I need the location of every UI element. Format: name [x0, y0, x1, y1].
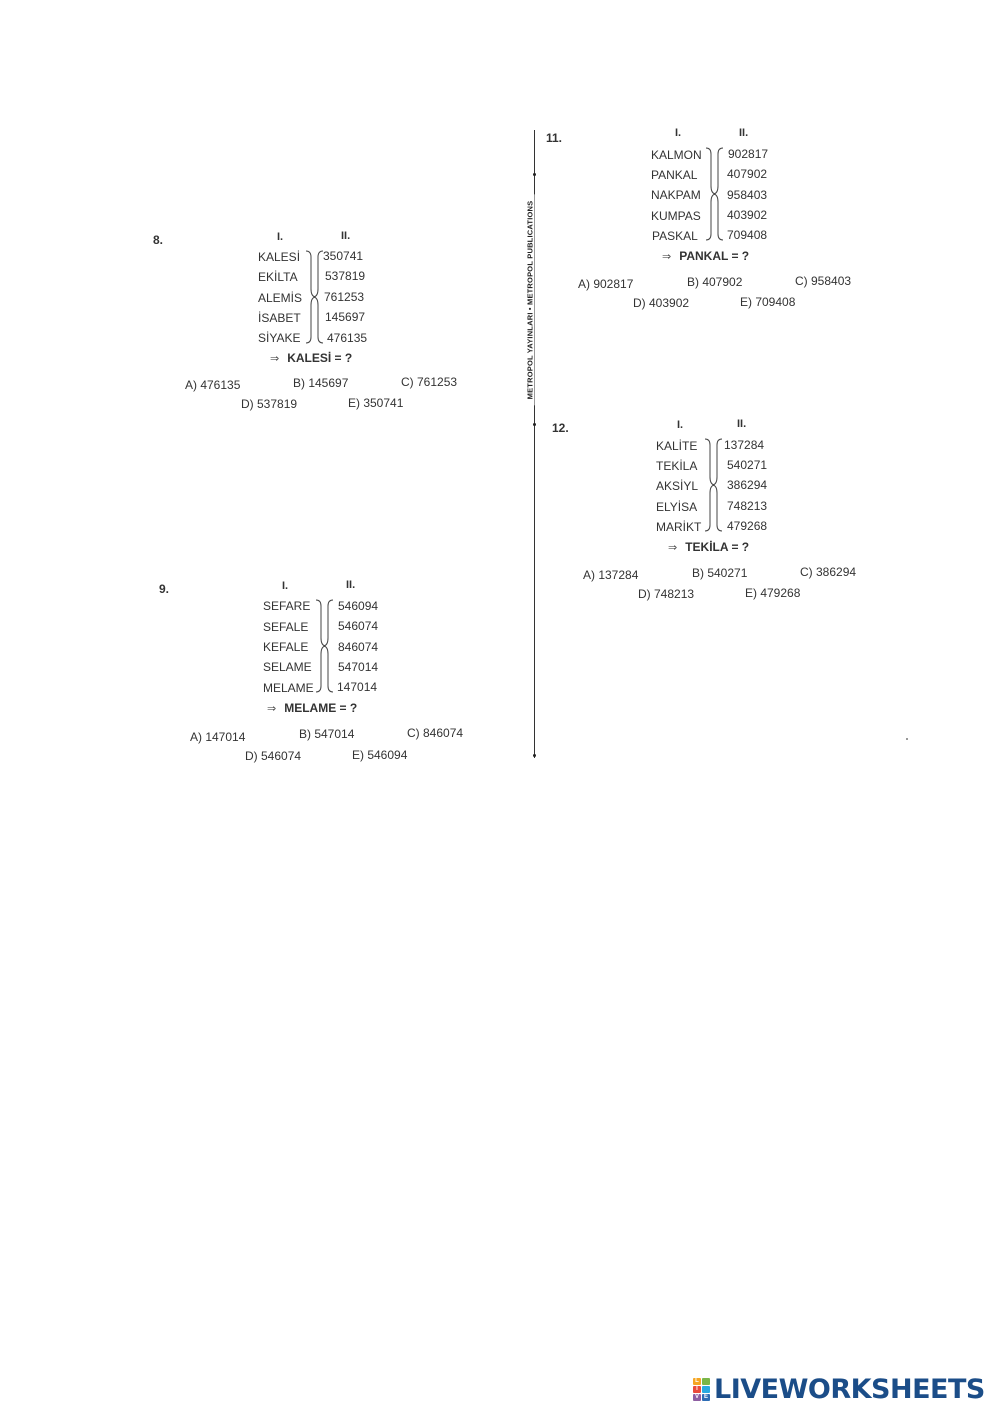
option-d[interactable]: D) 403902 [633, 296, 690, 310]
number-item: 546094 [338, 599, 379, 613]
column-header-1: I. [277, 231, 284, 243]
word-item: SEFALE [263, 620, 309, 634]
word-item: MARİKT [656, 520, 702, 534]
number-item: 537819 [325, 269, 366, 283]
column-header-1: I. [282, 580, 289, 592]
question-prompt: ⇒ PANKAL = ? [662, 249, 750, 263]
question-number: 9. [159, 582, 170, 596]
option-d[interactable]: D) 537819 [241, 397, 298, 411]
question-prompt: ⇒ TEKİLA = ? [668, 540, 750, 554]
question-number: 11. [546, 131, 563, 145]
word-item: TEKİLA [656, 459, 698, 473]
word-item: ELYİSA [656, 500, 698, 514]
word-item: MELAME [263, 681, 314, 695]
option-d[interactable]: D) 748213 [638, 587, 695, 601]
logo-text: LIVEWORKSHEETS [714, 1374, 985, 1405]
bracket-brace [703, 146, 727, 242]
liveworksheets-logo [693, 1374, 985, 1405]
arrow-icon: ⇒ [267, 703, 277, 715]
question-prompt: ⇒ KALESİ = ? [270, 351, 353, 365]
number-item: 748213 [727, 499, 768, 513]
number-item: 547014 [338, 660, 379, 674]
number-item: 476135 [327, 331, 368, 345]
number-item: 407902 [727, 167, 768, 181]
option-b[interactable]: B) 547014 [299, 727, 355, 741]
question-number: 12. [552, 421, 569, 435]
publisher-side-text: METROPOL YAYINLARI • METROPOL PUBLICATIONS [526, 195, 535, 406]
word-item: EKİLTA [258, 270, 298, 284]
option-c[interactable]: C) 958403 [795, 274, 852, 288]
arrow-icon: ⇒ [270, 353, 280, 365]
column-header-1: I. [675, 127, 682, 139]
logo-mark-icon: L I V E [694, 1378, 708, 1400]
word-item: SEFARE [263, 599, 311, 613]
column-header-2: II. [341, 230, 351, 242]
option-c[interactable]: C) 761253 [401, 375, 458, 389]
number-item: 147014 [337, 680, 378, 694]
number-item: 137284 [724, 438, 765, 452]
word-item: KALMON [651, 148, 702, 162]
number-item: 709408 [727, 228, 768, 242]
option-a[interactable]: A) 902817 [578, 277, 634, 291]
word-item: İSABET [258, 311, 301, 325]
option-e[interactable]: E) 709408 [740, 295, 796, 309]
divider-dot [533, 423, 536, 426]
number-item: 386294 [727, 478, 768, 492]
divider-dot [533, 754, 536, 757]
number-item: 403902 [727, 208, 768, 222]
option-e[interactable]: E) 350741 [348, 396, 404, 410]
column-header-2: II. [739, 127, 749, 139]
word-item: PASKAL [652, 229, 698, 243]
number-item: 761253 [324, 290, 365, 304]
option-c[interactable]: C) 846074 [407, 726, 464, 740]
option-b[interactable]: B) 540271 [692, 566, 748, 580]
option-a[interactable]: A) 137284 [583, 568, 639, 582]
word-item: KALİTE [656, 439, 698, 453]
word-item: PANKAL [651, 168, 698, 182]
question-number: 8. [153, 233, 164, 247]
option-a[interactable]: A) 476135 [185, 378, 241, 392]
word-item: KEFALE [263, 640, 309, 654]
number-item: 540271 [727, 458, 768, 472]
word-item: AKSİYL [656, 479, 699, 493]
column-header-2: II. [346, 579, 356, 591]
number-item: 479268 [727, 519, 768, 533]
number-item: 350741 [323, 249, 364, 263]
bracket-brace [702, 437, 726, 533]
column-header-1: I. [677, 419, 684, 431]
word-item: NAKPAM [651, 188, 701, 202]
word-item: KUMPAS [651, 209, 701, 223]
word-item: SELAME [263, 660, 312, 674]
word-item: ALEMİS [258, 291, 303, 305]
number-item: 546074 [338, 619, 379, 633]
bracket-brace [313, 598, 337, 694]
number-item: 145697 [325, 310, 366, 324]
column-header-2: II. [737, 418, 747, 430]
option-e[interactable]: E) 479268 [745, 586, 801, 600]
option-c[interactable]: C) 386294 [800, 565, 857, 579]
option-e[interactable]: E) 546094 [352, 748, 408, 762]
word-item: KALESİ [258, 250, 301, 264]
number-item: 846074 [338, 640, 379, 654]
option-d[interactable]: D) 546074 [245, 749, 302, 763]
option-b[interactable]: B) 407902 [687, 275, 743, 289]
arrow-icon: ⇒ [662, 251, 672, 263]
divider-dot [533, 173, 536, 176]
arrow-icon: ⇒ [668, 542, 678, 554]
word-item: SİYAKE [258, 331, 301, 345]
question-prompt: ⇒ MELAME = ? [267, 701, 358, 715]
option-a[interactable]: A) 147014 [190, 730, 246, 744]
option-b[interactable]: B) 145697 [293, 376, 349, 390]
number-item: 902817 [728, 147, 769, 161]
number-item: 958403 [727, 188, 768, 202]
scan-speck [906, 738, 908, 740]
